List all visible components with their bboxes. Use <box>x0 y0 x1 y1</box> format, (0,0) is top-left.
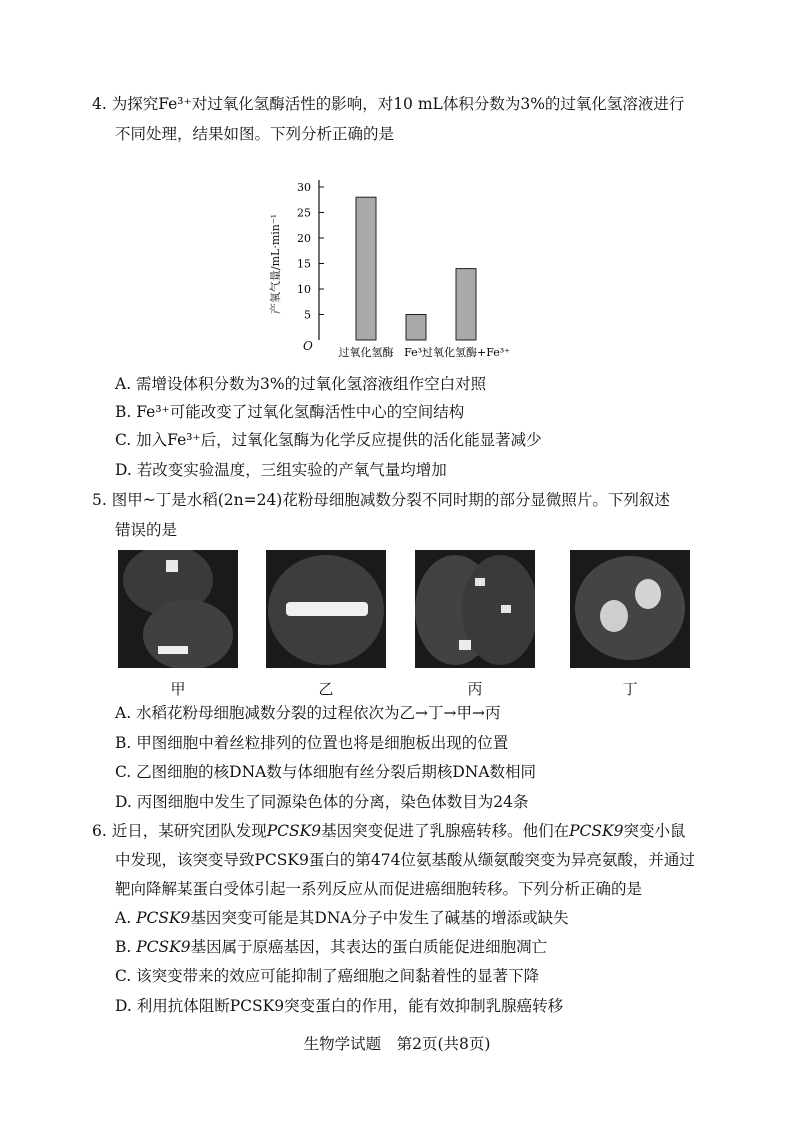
q6-stem-line3: 靶向降解某蛋白受体引起一系列反应从而促进癌细胞转移。下列分析正确的是 <box>115 880 643 898</box>
y-tick-label: 25 <box>297 206 311 220</box>
origin-label: O <box>303 339 313 353</box>
q5-option-d: D. 丙图细胞中发生了同源染色体的分离，染色体数目为24条 <box>115 793 529 811</box>
y-tick-label: 20 <box>297 232 311 245</box>
y-tick-label: 10 <box>297 283 311 296</box>
q6-text-1: 6. 近日，某研究团队发现 <box>92 822 267 840</box>
q6-text-2: 基因突变促进了乳腺癌转移。他们在 <box>321 822 570 840</box>
option-text: 基因突变可能是其DNA分子中发生了碱基的增添或缺失 <box>190 909 569 927</box>
q6-text-3: 突变小鼠 <box>623 822 686 840</box>
micrograph-label-bing: 丙 <box>467 680 483 698</box>
y-axis-label: 产氧气量/mL·min⁻¹ <box>269 213 282 315</box>
q4-stem-line2: 不同处理，结果如图。下列分析正确的是 <box>115 125 395 143</box>
q6-option-d: D. 利用抗体阻断PCSK9突变蛋白的作用，能有效抑制乳腺癌转移 <box>115 997 564 1015</box>
q5-option-b: B. 甲图细胞中着丝粒排列的位置也将是细胞板出现的位置 <box>115 734 509 752</box>
q6-stem-line1 <box>92 821 685 841</box>
gene-name: PCSK9 <box>266 822 322 840</box>
y-tick-label: 5 <box>304 308 311 322</box>
q5-option-a: A. 水稻花粉母细胞减数分裂的过程依次为乙→丁→甲→丙 <box>115 704 501 722</box>
q4-stem-line1: 4. 为探究Fe³⁺对过氧化氢酶活性的影响，对10 mL体积分数为3%的过氧化氢溶液进行 <box>92 95 685 113</box>
micrograph-label-yi: 乙 <box>318 680 334 698</box>
q5-stem-line2: 错误的是 <box>115 521 178 539</box>
bar <box>356 197 376 340</box>
micrograph-label-ding: 丁 <box>622 680 638 698</box>
q4-bar-chart <box>265 160 555 365</box>
q5-option-c: C. 乙图细胞的核DNA数与体细胞有丝分裂后期核DNA数相同 <box>115 763 537 781</box>
micrograph-ding <box>570 550 690 668</box>
x-category-label: Fe³⁺ <box>404 346 428 359</box>
option-letter: B. <box>115 938 137 956</box>
option-text: 基因属于原癌基因，其表达的蛋白质能促进细胞凋亡 <box>190 938 548 956</box>
page-footer: 生物学试题 第2页(共8页) <box>303 1035 491 1053</box>
q6-stem-line2: 中发现，该突变导致PCSK9蛋白的第474位氨基酸从缬氨酸突变为异亮氨酸，并通过 <box>115 851 695 869</box>
q4-option-a: A. 需增设体积分数为3%的过氧化氢溶液组作空白对照 <box>115 375 487 393</box>
micrograph-yi <box>266 550 386 668</box>
q4-option-c: C. 加入Fe³⁺后，过氧化氢酶为化学反应提供的活化能显著减少 <box>115 431 542 449</box>
q4-option-b: B. Fe³⁺可能改变了过氧化氢酶活性中心的空间结构 <box>115 403 465 421</box>
bar <box>406 315 426 341</box>
q6-option-b <box>115 937 547 957</box>
y-tick-label: 15 <box>297 257 311 271</box>
x-category-label: 过氧化氢酶 <box>338 346 394 359</box>
bar <box>456 269 476 340</box>
q6-option-a <box>115 908 569 928</box>
micrograph-label-jia: 甲 <box>170 680 186 698</box>
chart-svg <box>265 160 555 365</box>
y-tick-label: 30 <box>297 181 311 194</box>
option-letter: A. <box>115 909 137 927</box>
micrograph-jia <box>118 550 238 668</box>
micrograph-bing <box>415 550 535 668</box>
q6-option-c: C. 该突变带来的效应可能抑制了癌细胞之间黏着性的显著下降 <box>115 967 540 985</box>
gene-name: PCSK9 <box>569 822 624 840</box>
gene-name: PCSK9 <box>136 938 191 956</box>
gene-name: PCSK9 <box>136 909 191 927</box>
micrograph-row <box>0 550 794 698</box>
q4-option-d: D. 若改变实验温度，三组实验的产氧气量均增加 <box>115 461 447 479</box>
q5-stem-line1: 5. 图甲~丁是水稻(2n=24)花粉母细胞减数分裂不同时期的部分显微照片。下列叙述 <box>92 491 670 509</box>
x-category-label: 过氧化氢酶+Fe³⁺ <box>422 346 510 359</box>
